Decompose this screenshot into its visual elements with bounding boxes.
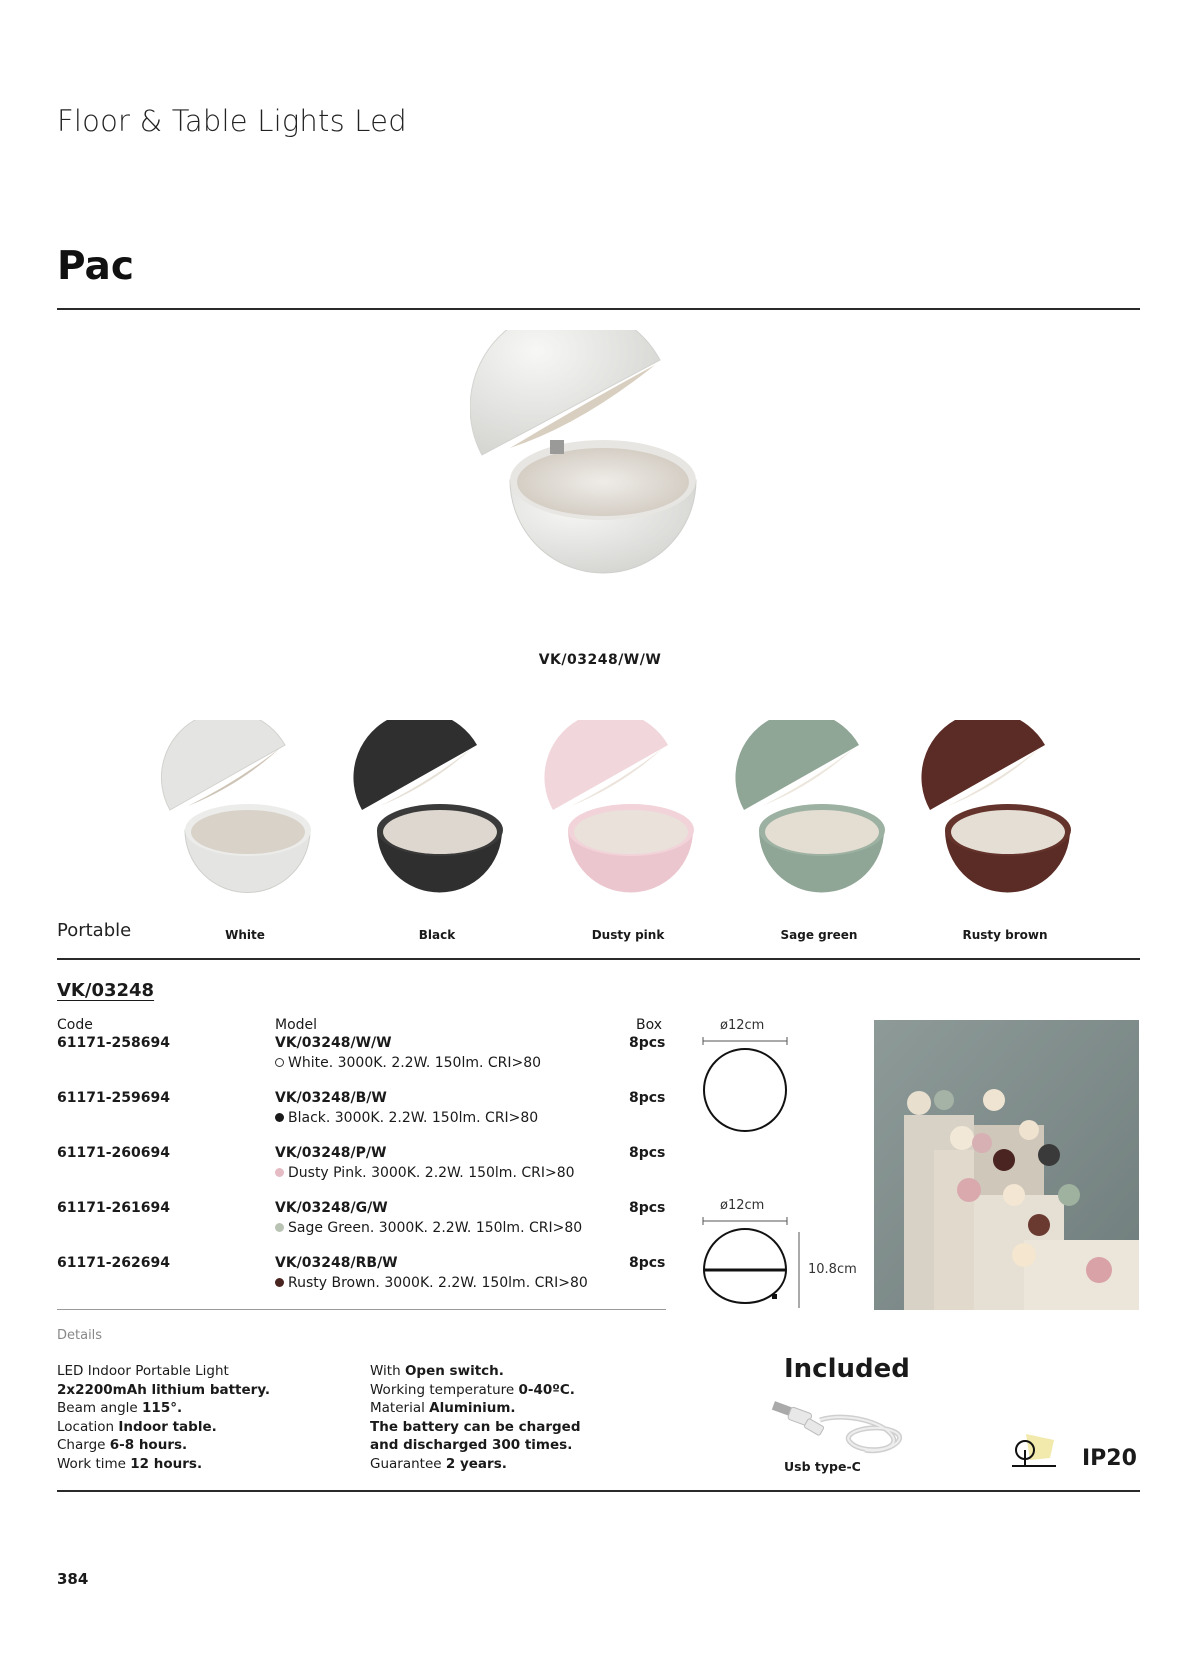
row-code: 61171-259694	[57, 1090, 170, 1106]
divider	[57, 1490, 1140, 1492]
row-code: 61171-260694	[57, 1145, 170, 1161]
row-box: 8pcs	[629, 1200, 666, 1216]
top-view-drawing	[695, 1032, 795, 1142]
variant-name: Black	[418, 928, 456, 942]
usb-label: Usb type-C	[784, 1459, 861, 1474]
included-title: Included	[784, 1354, 910, 1384]
variant-name: White	[225, 928, 265, 942]
side-diameter-label: ø12cm	[720, 1198, 765, 1213]
row-model: VK/03248/P/W	[275, 1145, 387, 1161]
row-desc: Black. 3000K. 2.2W. 150lm. CRI>80	[275, 1110, 538, 1126]
detail-line: Material Aluminium.	[370, 1400, 516, 1416]
hero-model-code: VK/03248/W/W	[538, 652, 662, 668]
row-desc: White. 3000K. 2.2W. 150lm. CRI>80	[275, 1055, 541, 1071]
col-header-model: Model	[275, 1017, 318, 1033]
variant-name: Sage green	[780, 928, 858, 942]
color-dot	[275, 1058, 284, 1067]
color-dot	[275, 1168, 284, 1177]
detail-line: Charge 6-8 hours.	[57, 1437, 188, 1453]
row-model: VK/03248/RB/W	[275, 1255, 398, 1271]
variant-name: Rusty brown	[962, 928, 1048, 942]
variant-dusty-pink	[543, 720, 713, 942]
variant-black	[352, 720, 522, 942]
variant-gallery	[0, 720, 1200, 950]
lifestyle-photo	[874, 1020, 1139, 1310]
variant-lamp-image	[734, 720, 904, 920]
ip-rating: IP20	[1082, 1446, 1137, 1471]
col-header-box: Box	[636, 1017, 663, 1033]
variant-white	[160, 720, 330, 942]
detail-line: 2x2200mAh lithium battery.	[57, 1381, 271, 1398]
details-label: Details	[57, 1328, 103, 1343]
variant-name: Dusty pink	[591, 928, 665, 942]
detail-line: The battery can be charged	[370, 1418, 581, 1435]
row-model: VK/03248/W/W	[275, 1035, 392, 1051]
hero-lamp-image	[470, 330, 730, 590]
variant-lamp-image	[352, 720, 522, 920]
variant-lamp-image	[920, 720, 1090, 920]
variant-rusty-brown	[920, 720, 1090, 942]
row-box: 8pcs	[629, 1255, 666, 1271]
color-dot	[275, 1278, 284, 1287]
top-diameter-label: ø12cm	[720, 1018, 765, 1033]
row-model: VK/03248/G/W	[275, 1200, 388, 1216]
row-code: 61171-262694	[57, 1255, 170, 1271]
row-code: 61171-261694	[57, 1200, 170, 1216]
color-dot	[275, 1223, 284, 1232]
page-number: 384	[57, 1570, 89, 1588]
side-view-drawing	[695, 1212, 805, 1312]
color-dot	[275, 1113, 284, 1122]
row-desc: Rusty Brown. 3000K. 2.2W. 150lm. CRI>80	[275, 1275, 588, 1291]
detail-line: LED Indoor Portable Light	[57, 1363, 229, 1379]
detail-line: Working temperature 0-40ºC.	[370, 1381, 575, 1398]
product-name: Pac	[57, 244, 134, 289]
detail-line: Work time 12 hours.	[57, 1455, 203, 1472]
group-code: VK/03248	[57, 980, 155, 1001]
row-model: VK/03248/B/W	[275, 1090, 387, 1106]
row-desc: Dusty Pink. 3000K. 2.2W. 150lm. CRI>80	[275, 1165, 575, 1181]
details-column-2	[370, 1362, 580, 1473]
usb-cable-icon	[765, 1392, 915, 1462]
variant-sage-green	[734, 720, 904, 942]
section-title: Floor & Table Lights Led	[57, 104, 407, 138]
variant-lamp-image	[543, 720, 713, 920]
row-box: 8pcs	[629, 1145, 666, 1161]
detail-line: Guarantee 2 years.	[370, 1455, 507, 1472]
row-box: 8pcs	[629, 1035, 666, 1051]
detail-line: With Open switch.	[370, 1363, 504, 1379]
row-box: 8pcs	[629, 1090, 666, 1106]
table-divider	[57, 1309, 666, 1310]
surface-mount-light-icon	[1008, 1428, 1060, 1472]
row-desc: Sage Green. 3000K. 2.2W. 150lm. CRI>80	[275, 1220, 582, 1236]
col-header-code: Code	[57, 1017, 93, 1033]
variant-lamp-image	[160, 720, 330, 920]
detail-line: and discharged 300 times.	[370, 1437, 573, 1453]
details-column-1	[57, 1362, 270, 1473]
detail-line: Beam angle 115°.	[57, 1400, 183, 1416]
divider	[57, 958, 1140, 960]
row-code: 61171-258694	[57, 1035, 170, 1051]
variants-label: Portable	[57, 920, 132, 941]
detail-line: Location Indoor table.	[57, 1418, 217, 1435]
divider	[57, 308, 1140, 310]
height-label: 10.8cm	[808, 1262, 857, 1277]
